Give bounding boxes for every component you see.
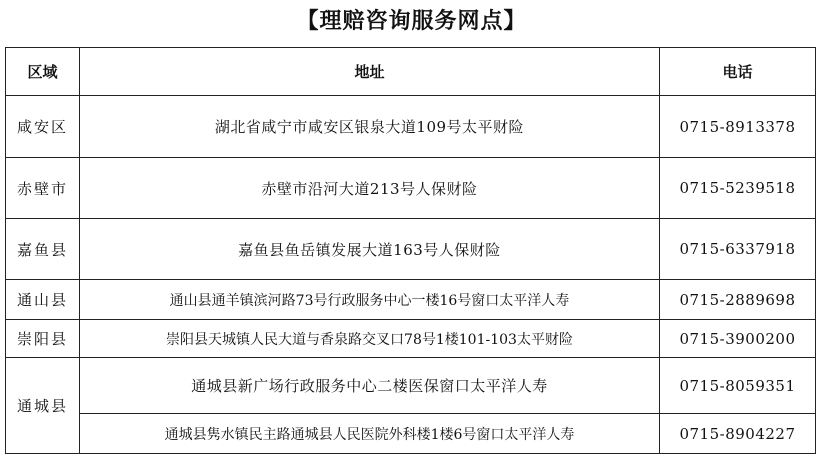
phone-cell: 0715-2889698 bbox=[660, 280, 816, 320]
phone-cell: 0715-3900200 bbox=[660, 320, 816, 358]
phone-cell: 0715-8904227 bbox=[660, 414, 816, 454]
phone-cell: 0715-8059351 bbox=[660, 358, 816, 414]
address-cell: 湖北省咸宁市咸安区银泉大道109号太平财险 bbox=[80, 96, 660, 158]
service-points-table bbox=[5, 47, 816, 454]
address-cell: 通城县隽水镇民主路通城县人民医院外科楼1楼6号窗口太平洋人寿 bbox=[80, 414, 660, 454]
region-cell: 通山县 bbox=[6, 280, 80, 320]
page-title: 【理赔咨询服务网点】 bbox=[296, 9, 527, 34]
phone-cell: 0715-5239518 bbox=[660, 158, 816, 219]
table-row bbox=[6, 320, 816, 358]
phone-cell: 0715-6337918 bbox=[660, 219, 816, 280]
table-row bbox=[6, 414, 816, 454]
region-cell: 咸安区 bbox=[6, 96, 80, 158]
header-region: 区域 bbox=[6, 48, 80, 96]
address-cell: 崇阳县天城镇人民大道与香泉路交叉口78号1楼101-103太平财险 bbox=[80, 320, 660, 358]
table-row bbox=[6, 358, 816, 414]
address-cell: 赤壁市沿河大道213号人保财险 bbox=[80, 158, 660, 219]
region-cell: 赤壁市 bbox=[6, 158, 80, 219]
table-header-row bbox=[6, 48, 816, 96]
phone-cell: 0715-8913378 bbox=[660, 96, 816, 158]
table-row bbox=[6, 219, 816, 280]
address-cell: 通山县通羊镇滨河路73号行政服务中心一楼16号窗口太平洋人寿 bbox=[80, 280, 660, 320]
table-row bbox=[6, 96, 816, 158]
header-address: 地址 bbox=[80, 48, 660, 96]
header-phone: 电话 bbox=[660, 48, 816, 96]
region-cell: 嘉鱼县 bbox=[6, 219, 80, 280]
region-cell: 崇阳县 bbox=[6, 320, 80, 358]
address-cell: 通城县新广场行政服务中心二楼医保窗口太平洋人寿 bbox=[80, 358, 660, 414]
region-cell: 通城县 bbox=[6, 358, 80, 454]
address-cell: 嘉鱼县鱼岳镇发展大道163号人保财险 bbox=[80, 219, 660, 280]
table-row bbox=[6, 158, 816, 219]
table-row bbox=[6, 280, 816, 320]
